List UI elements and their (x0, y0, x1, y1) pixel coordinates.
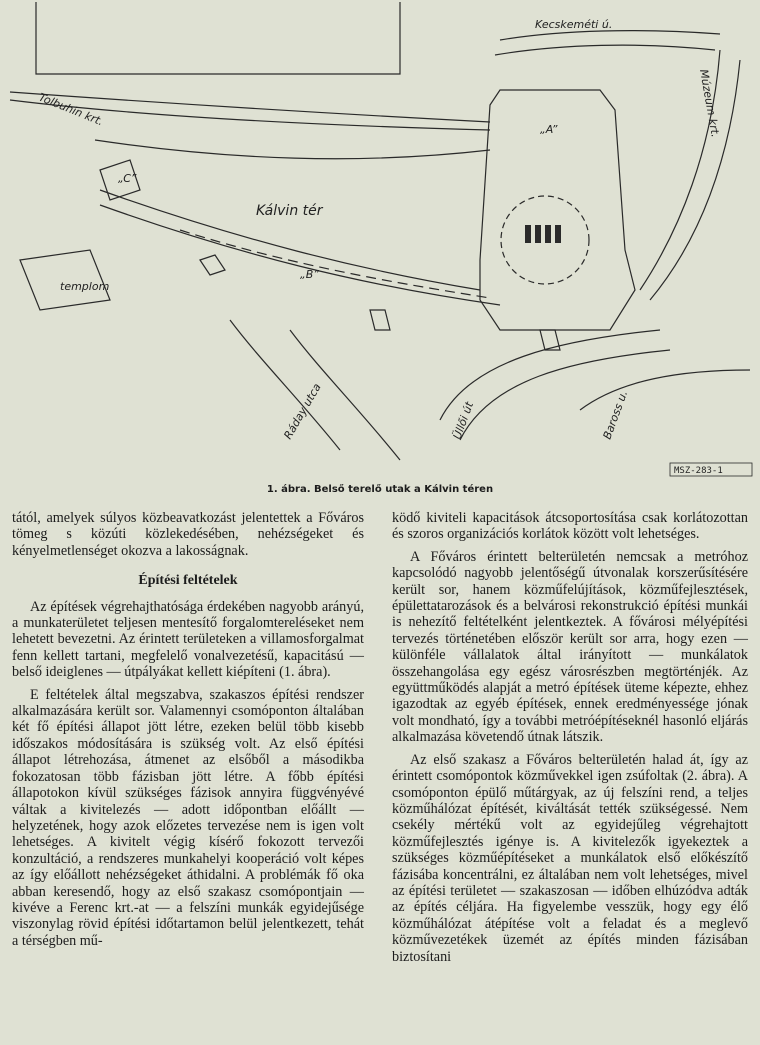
ulloi-ut-street (440, 330, 670, 440)
zone-a-outline (480, 90, 635, 330)
label-zone-a: „A” (540, 123, 558, 136)
right-paragraph-1: ködő kiviteli kapacitások átcsoportosítása csak korlátozottan és szoros organizációs korlátok között volt lehetséges. (392, 510, 748, 543)
hatched-block-3 (545, 225, 551, 243)
right-paragraph-3: Az első szakasz a Főváros belterületén halad át, így az érintett csomópontok közművekkel igen zsúfoltak (2. ábra). A csomóponton épülő műtárgyak, az új felszíni rend, a teljes közműhálózat építését, kiváltását tették szükségessé. Nem csekély mértékű volt az egyidejűleg végrehajtott közműfejlesztés igénye is. A kivitelezők igyekeztek a szükséges közműépítéseket a munkálatok első előkészítő fázisába koncentrálni, ez általában nem volt lehetséges, mivel az építési területet — szakaszosan — időben elhúzódva adták az építés céljára. Ha figyelembe vesszük, hogy egy élő közműhálózat átépítése volt a feladat és a meglevő közművezetékek üzemét az építés minden fázisában biztosítani (392, 751, 748, 965)
baross-u-street (580, 370, 750, 410)
zone-b-route-lower (100, 205, 500, 305)
kecskemeti-street (495, 31, 720, 55)
figure-code: MSZ-283-1 (674, 466, 723, 476)
label-templom: templom (60, 280, 110, 293)
tram-stub-1 (200, 255, 225, 275)
right-paragraph-2: A Főváros érintett belterületén nemcsak a metróhoz kapcsolódó nagyobb jelentőségű útvonalak korszerűsítésére került sor, hanem közműfelújítások, közműfejlesztések, épülettatarozások és a belvárosi rekonstrukció építési munkái is nehezítő feltételként jelentkeztek. A fővárosi mélyépítési tervezés történetében először került sor arra, hogy ezen — különféle vállalatok által irányított — munkálatok összehangolása egy egész városrészben megtörténjék. Az együttműködés alapját a metró építések üteme képezte, ehhez igazodtak az egyéb építések, ennek eredményessége jónak volt mondható, így a további metróépítéseknél hasonló eljárás alkalmazása követendő útnak látszik. (392, 548, 748, 746)
muzeum-krt-street (640, 50, 740, 300)
label-tolbuhin: Tolbuhin krt. (36, 90, 106, 129)
left-paragraph-2: Az építések végrehajthatósága érdekében nagyobb arányú, a munkaterületet teljesen mentesítő forgalomtereléseket nem lehetett bevezetni. Az érintett területeken a villamosforgalmat fenn kellett tartani, megfelelő vonalvezetésű, kapacitású — belső ideiglenes — útpályákat kellett kiépíteni (1. ábra). (12, 598, 364, 681)
label-ulloi: Üllői út (450, 400, 477, 442)
left-paragraph-1: tától, amelyek súlyos közbeavatkozást jelentettek a Főváros tömeg s közúti közlekedésében, nehézségeket és kényelmetlenséget okozva a lakosságnak. (12, 510, 364, 559)
hatched-block-2 (535, 225, 541, 243)
label-kalvin: Kálvin tér (256, 203, 323, 219)
label-zone-b: „B” (300, 268, 319, 281)
road-upper-edge (95, 140, 490, 159)
hatched-block-1 (525, 225, 531, 243)
kalvin-ter-map (0, 0, 760, 482)
label-raday: Ráday utca (281, 381, 324, 442)
section-heading: Építési feltételek (138, 573, 238, 589)
label-muzeum: Múzeum krt. (697, 68, 722, 139)
zone-b-centerline (180, 230, 490, 298)
tram-stub-2 (370, 310, 390, 330)
label-zone-c: „C” (118, 172, 137, 185)
hatched-block-4 (555, 225, 561, 243)
figure-caption: 1. ábra. Belső terelő utak a Kálvin téren (266, 484, 494, 495)
label-baross: Baross u. (600, 388, 631, 442)
left-column (12, 510, 364, 949)
left-paragraph-3: E feltételek által megszabva, szakaszos építési rendszer alkalmazására került sor. Valamennyi csomóponton általában két fő építési állapot jött létre, ezeken belül több kisebb időszakos módosítására is szükség volt. Az első építési állapot létrehozása, átmenet az elsőből a másodikba fokozatosan több fázisban jött létre. A főbb építési állapotokon kívül szükséges fázisok annyira függvényévé váltak a kivitelezés — adott időpontban előállt — helyzetének, hogy azok előzetes tervezése nem is igen volt lehetséges. A kivitelt végig kísérő fokozott tervezői konzultáció, a rendszeres munkahelyi kooperáció volt képes az így előállott nehézségeket áthidalni. A problémák fő oka abban keresendő, hogy az első szakasz csomópontjain — kivéve a Ferenc krt.-at — a felszíni munkák egyidejűsége viszonylag rövid építési időtartamon belül jelentkezett, tehát a térségben mű- (12, 686, 364, 949)
right-column (392, 510, 748, 965)
label-kecskemeti: Kecskeméti ú. (535, 18, 613, 31)
building-block-outline (36, 2, 400, 74)
